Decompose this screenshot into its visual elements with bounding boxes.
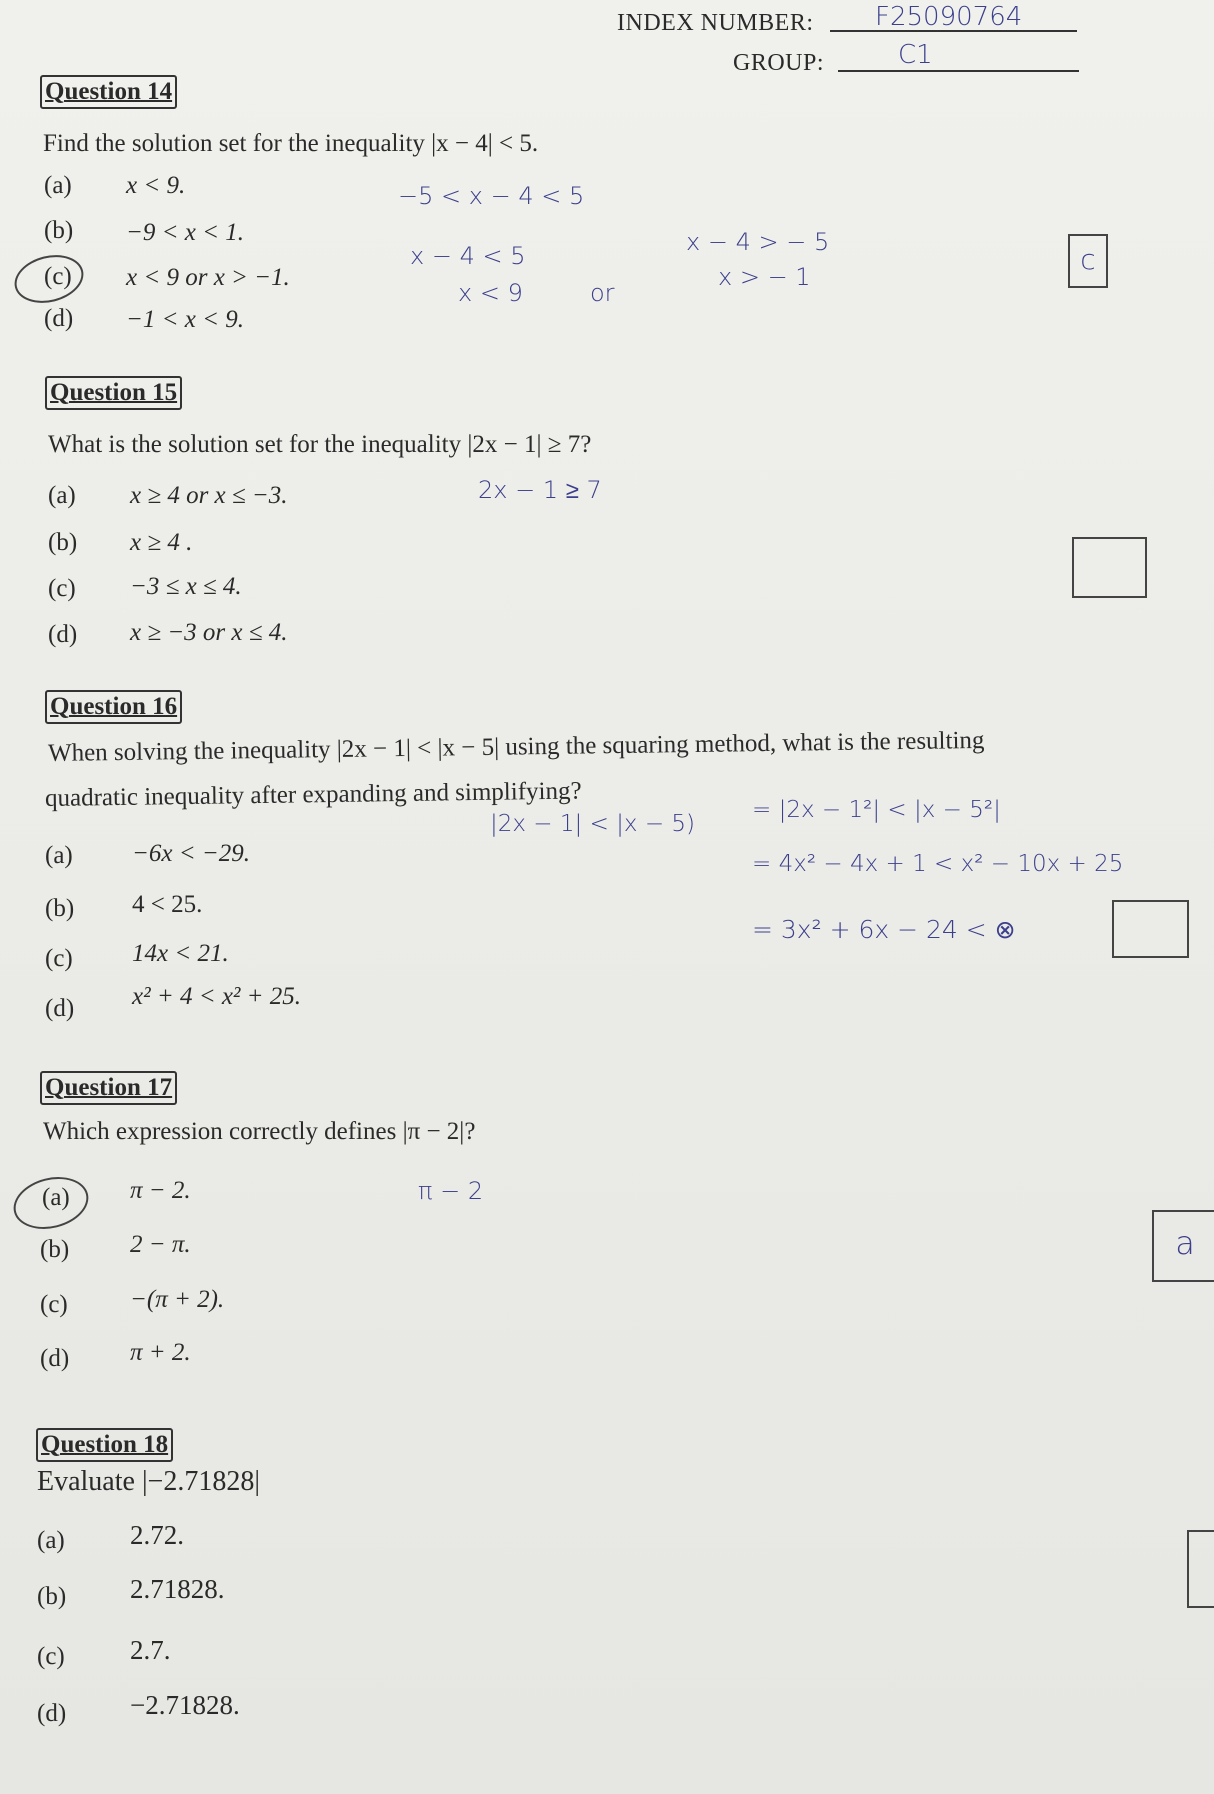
q18-option-d-letter[interactable]: (d) — [37, 1700, 67, 1727]
q15-option-c-text: −3 ≤ x ≤ 4. — [130, 573, 242, 600]
question-16-prompt-line-1: When solving the inequality |2x − 1| < |x − 5| using the squaring method, what is the resulting — [47, 726, 985, 767]
q16-option-a-letter[interactable]: (a) — [45, 842, 73, 869]
q16-answer-box[interactable] — [1112, 900, 1189, 958]
q16-option-d-letter[interactable]: (d) — [45, 995, 75, 1022]
q16-work-line-1: |2x − 1| < |x − 5) — [490, 811, 696, 837]
q14-option-b-letter[interactable]: (b) — [44, 217, 74, 244]
q17-option-d-letter[interactable]: (d) — [40, 1345, 70, 1372]
q14-work-line-2: x − 4 < 5 — [410, 242, 526, 270]
q17-option-c-text: −(π + 2). — [130, 1286, 225, 1313]
q14-option-a-letter[interactable]: (a) — [44, 172, 72, 199]
q15-option-d-letter[interactable]: (d) — [48, 621, 78, 648]
group-label: GROUP: — [733, 50, 825, 76]
question-16-prompt-line-2: quadratic inequality after expanding and simplifying? — [44, 777, 582, 812]
question-18-title: Question 18 — [36, 1428, 173, 1462]
q14-work-line-6: x > − 1 — [718, 263, 811, 291]
q17-option-a-circle-mark — [8, 1170, 94, 1237]
q14-work-line-3: x < 9 — [458, 279, 523, 307]
q16-option-b-text: 4 < 25. — [132, 891, 203, 918]
q16-option-a-text: −6x < −29. — [132, 840, 250, 867]
q15-option-a-text: x ≥ 4 or x ≤ −3. — [130, 482, 288, 509]
question-17-title: Question 17 — [40, 1071, 177, 1105]
q16-option-c-letter[interactable]: (c) — [45, 945, 73, 972]
q18-option-a-letter[interactable]: (a) — [37, 1527, 65, 1554]
q14-work-line-1: −5 < x − 4 < 5 — [398, 182, 585, 210]
q17-option-a-text: π − 2. — [130, 1177, 191, 1204]
question-16-title: Question 16 — [45, 690, 182, 724]
q17-answer-box[interactable] — [1152, 1210, 1214, 1282]
q14-option-b-text: −9 < x < 1. — [126, 219, 244, 246]
q18-option-c-text: 2.7. — [130, 1635, 171, 1665]
q16-option-b-letter[interactable]: (b) — [45, 895, 75, 922]
q14-work-line-4: or — [590, 279, 615, 307]
q18-option-b-text: 2.71828. — [130, 1574, 225, 1604]
q15-work-line-1: 2x − 1 ≥ 7 — [478, 476, 602, 504]
q17-option-c-letter[interactable]: (c) — [40, 1291, 68, 1318]
q14-option-c-circle-mark — [9, 248, 88, 310]
q14-answer-box[interactable] — [1068, 234, 1108, 288]
question-15-prompt: What is the solution set for the inequality |2x − 1| ≥ 7? — [48, 431, 592, 458]
group-line — [838, 70, 1079, 72]
question-14-title: Question 14 — [40, 75, 177, 109]
q16-work-line-4: = 3x² + 6x − 24 < ⊗ — [752, 915, 1016, 944]
q14-work-line-5: x − 4 > − 5 — [686, 228, 830, 256]
q15-option-c-letter[interactable]: (c) — [48, 575, 76, 602]
q14-option-d-text: −1 < x < 9. — [126, 306, 244, 333]
q16-option-c-text: 14x < 21. — [132, 940, 229, 967]
q18-answer-box[interactable] — [1187, 1530, 1214, 1608]
q15-option-a-letter[interactable]: (a) — [48, 482, 76, 509]
q18-option-a-text: 2.72. — [130, 1520, 184, 1550]
q18-option-d-text: −2.71828. — [130, 1690, 240, 1720]
group-value[interactable]: C1 — [898, 40, 933, 70]
q15-option-d-text: x ≥ −3 or x ≤ 4. — [130, 619, 288, 646]
q18-option-c-letter[interactable]: (c) — [37, 1643, 65, 1670]
q14-option-a-text: x < 9. — [126, 172, 186, 199]
q18-option-b-letter[interactable]: (b) — [37, 1583, 67, 1610]
q15-answer-box[interactable] — [1072, 537, 1147, 598]
q17-option-b-text: 2 − π. — [130, 1231, 191, 1258]
index-number-label: INDEX NUMBER: — [617, 10, 814, 36]
q14-option-d-letter[interactable]: (d) — [44, 305, 74, 332]
q16-work-line-3: = 4x² − 4x + 1 < x² − 10x + 25 — [752, 851, 1124, 877]
question-17-prompt: Which expression correctly defines |π − 2|? — [43, 1118, 476, 1145]
q14-answer-value: c — [1080, 243, 1096, 276]
q15-option-b-letter[interactable]: (b) — [48, 529, 78, 556]
q16-option-d-text: x² + 4 < x² + 25. — [132, 983, 302, 1010]
q17-work-line-1: π − 2 — [418, 1177, 484, 1205]
question-14-prompt: Find the solution set for the inequality |x − 4| < 5. — [43, 130, 539, 157]
q14-option-c-text: x < 9 or x > −1. — [126, 264, 290, 291]
q15-option-b-text: x ≥ 4 . — [130, 529, 193, 556]
q17-option-b-letter[interactable]: (b) — [40, 1236, 70, 1263]
q17-option-d-text: π + 2. — [130, 1339, 191, 1366]
q17-answer-value: a — [1175, 1224, 1195, 1262]
q14-option-c-letter[interactable]: (c) — [44, 263, 72, 290]
q16-work-line-2: = |2x − 1²| < |x − 5²| — [752, 797, 1001, 823]
index-number-value[interactable]: F25090764 — [875, 2, 1023, 32]
q17-option-a-letter[interactable]: (a) — [42, 1184, 70, 1211]
question-18-prompt: Evaluate |−2.71828| — [37, 1466, 260, 1497]
question-15-title: Question 15 — [45, 376, 182, 410]
